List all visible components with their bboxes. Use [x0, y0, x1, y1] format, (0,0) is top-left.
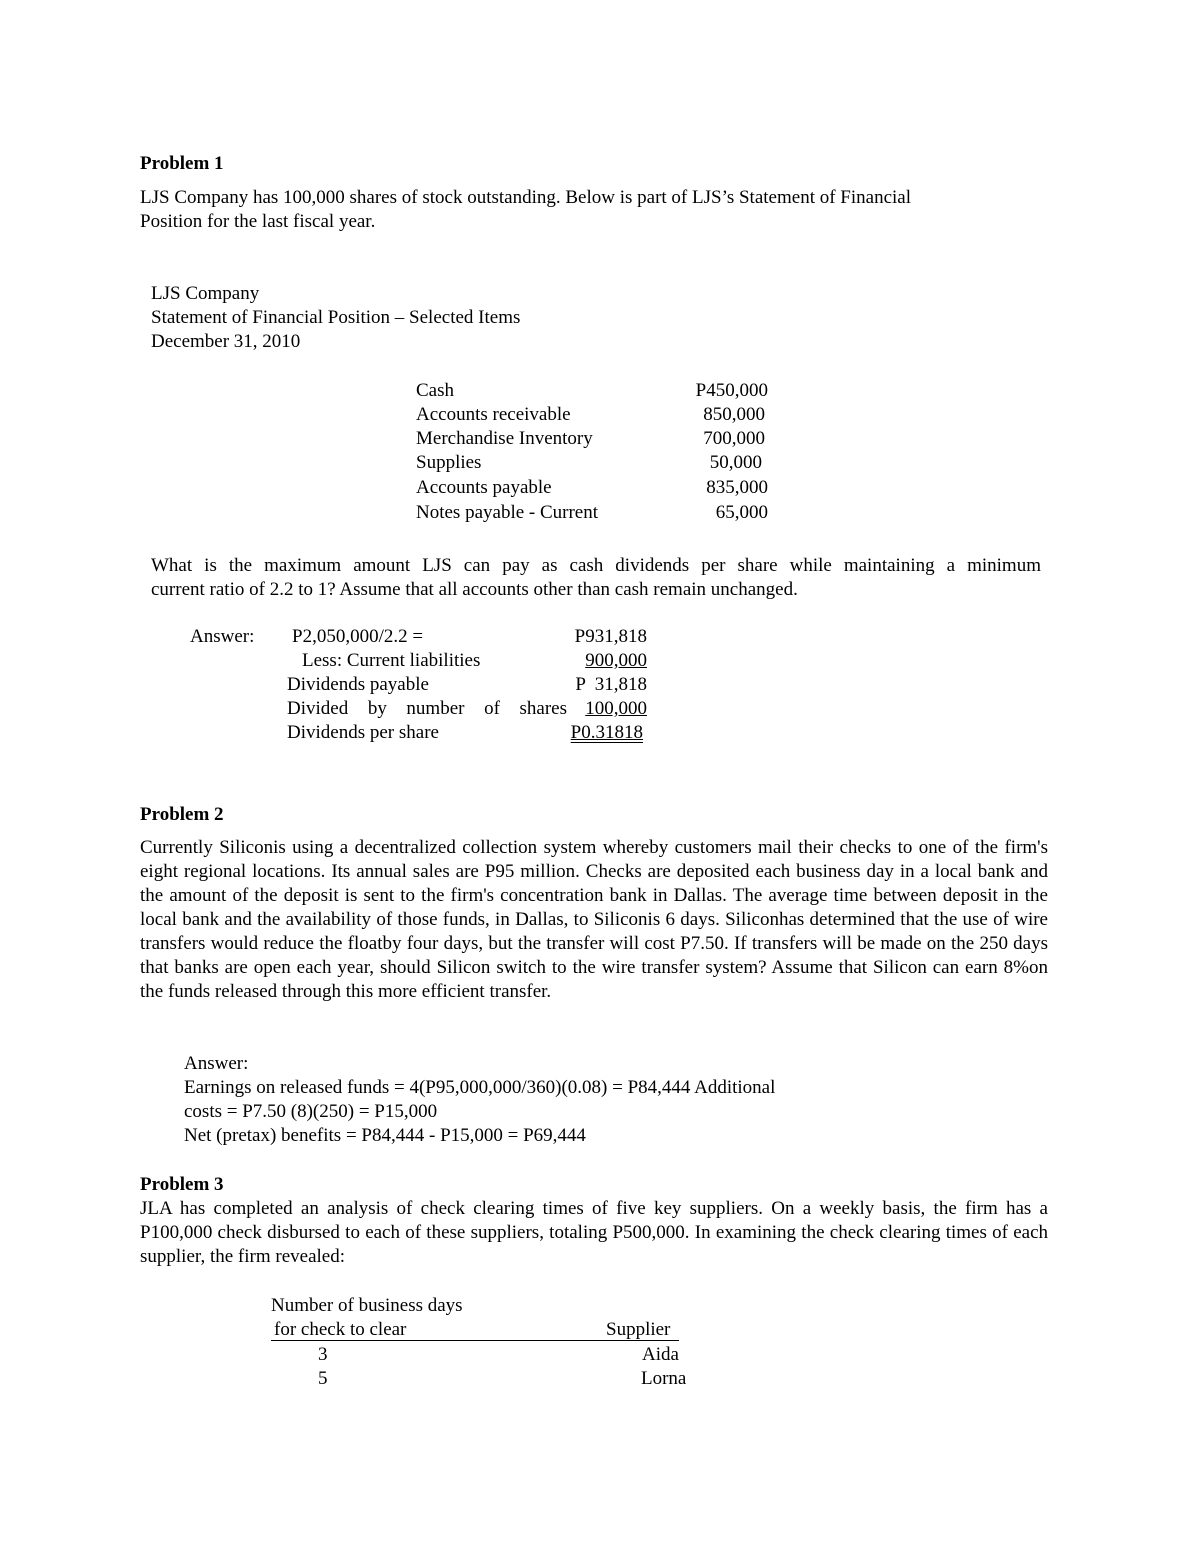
answer-line: Earnings on released funds = 4(P95,000,000/360)(0.08) = P84,444 Additional: [184, 1077, 776, 1098]
column-header-days-line-1: Number of business days: [271, 1295, 463, 1316]
answer-row-label: Less: Current liabilities: [302, 650, 481, 671]
answer-row-value: 100,000: [585, 698, 647, 719]
answer-row-label: Dividends payable: [287, 674, 429, 695]
answer-label: Answer:: [184, 1053, 249, 1074]
answer-label: Answer:: [190, 626, 255, 647]
problem-1-heading: Problem 1: [140, 153, 224, 174]
answer-row-value: P0.31818: [570, 722, 643, 743]
table-cell-days: 5: [318, 1368, 328, 1389]
statement-item-value: 700,000: [703, 428, 765, 449]
statement-item-label: Notes payable - Current: [416, 502, 599, 523]
problem-1-intro-line-2: Position for the last fiscal year.: [140, 211, 376, 232]
problem-3-heading: Problem 3: [140, 1174, 224, 1195]
statement-item-value: P450,000: [695, 380, 768, 401]
table-cell-supplier: Aida: [642, 1344, 679, 1365]
statement-item-label: Supplies: [416, 452, 482, 473]
statement-item-value: 850,000: [703, 404, 765, 425]
statement-item-value: 65,000: [715, 502, 768, 523]
column-header-supplier: Supplier: [606, 1319, 671, 1340]
problem-3-body: JLA has completed an analysis of check clearing times of five key suppliers. On a weekly basis, the firm has a P100,000 check disbursed to each of these suppliers, totaling P500,000. In examining the check clearing times of each supplier, the firm revealed:: [140, 1198, 1048, 1267]
answer-row-label: Divided by number of shares: [287, 698, 567, 719]
answer-row-label: P2,050,000/2.2 =: [292, 626, 424, 647]
answer-line: costs = P7.50 (8)(250) = P15,000: [184, 1101, 438, 1122]
problem-2-body: Currently Siliconis using a decentralized collection system whereby customers mail their checks to one of the firm's eight regional locations. Its annual sales are P95 million. Checks are deposited each business day in a local bank and the amount of the deposit is sent to the firm's concentration bank in Dallas. The average time between deposit in the local bank and the availability of those funds, in Dallas, to Siliconis 6 days. Siliconhas determined that the use of wire transfers would reduce the floatby four days, but the transfer will cost P7.50. If transfers will be made on the 250 days that banks are open each year, should Silicon switch to the wire transfer system? Assume that Silicon can earn 8%on the funds released through this more efficient transfer.: [140, 837, 1048, 1002]
statement-title: LJS Company: [151, 283, 260, 304]
answer-row-value: P 31,818: [575, 674, 647, 695]
problem-1-question-line-1: What is the maximum amount LJS can pay as cash dividends per share while maintaining a minimum: [151, 555, 1041, 576]
statement-date: December 31, 2010: [151, 331, 301, 352]
answer-row-value: P931,818: [574, 626, 647, 647]
statement-subtitle: Statement of Financial Position – Selected Items: [151, 307, 521, 328]
column-header-days-line-2: for check to clear: [274, 1319, 407, 1340]
statement-item-label: Merchandise Inventory: [416, 428, 593, 449]
answer-line: Net (pretax) benefits = P84,444 - P15,000 = P69,444: [184, 1125, 586, 1146]
statement-item-label: Cash: [416, 380, 454, 401]
statement-item-value: 835,000: [706, 477, 768, 498]
table-cell-days: 3: [318, 1344, 328, 1365]
statement-item-label: Accounts payable: [416, 477, 552, 498]
problem-1-question-line-2: current ratio of 2.2 to 1? Assume that all accounts other than cash remain unchanged.: [151, 579, 798, 600]
answer-row-value: 900,000: [585, 650, 647, 671]
problem-1-intro-line-1: LJS Company has 100,000 shares of stock outstanding. Below is part of LJS’s Statement of Financial: [140, 187, 912, 208]
problem-2-heading: Problem 2: [140, 804, 224, 825]
statement-item-label: Accounts receivable: [416, 404, 571, 425]
table-cell-supplier: Lorna: [641, 1368, 687, 1389]
statement-item-value: 50,000: [709, 452, 762, 473]
answer-row-label: Dividends per share: [287, 722, 439, 743]
